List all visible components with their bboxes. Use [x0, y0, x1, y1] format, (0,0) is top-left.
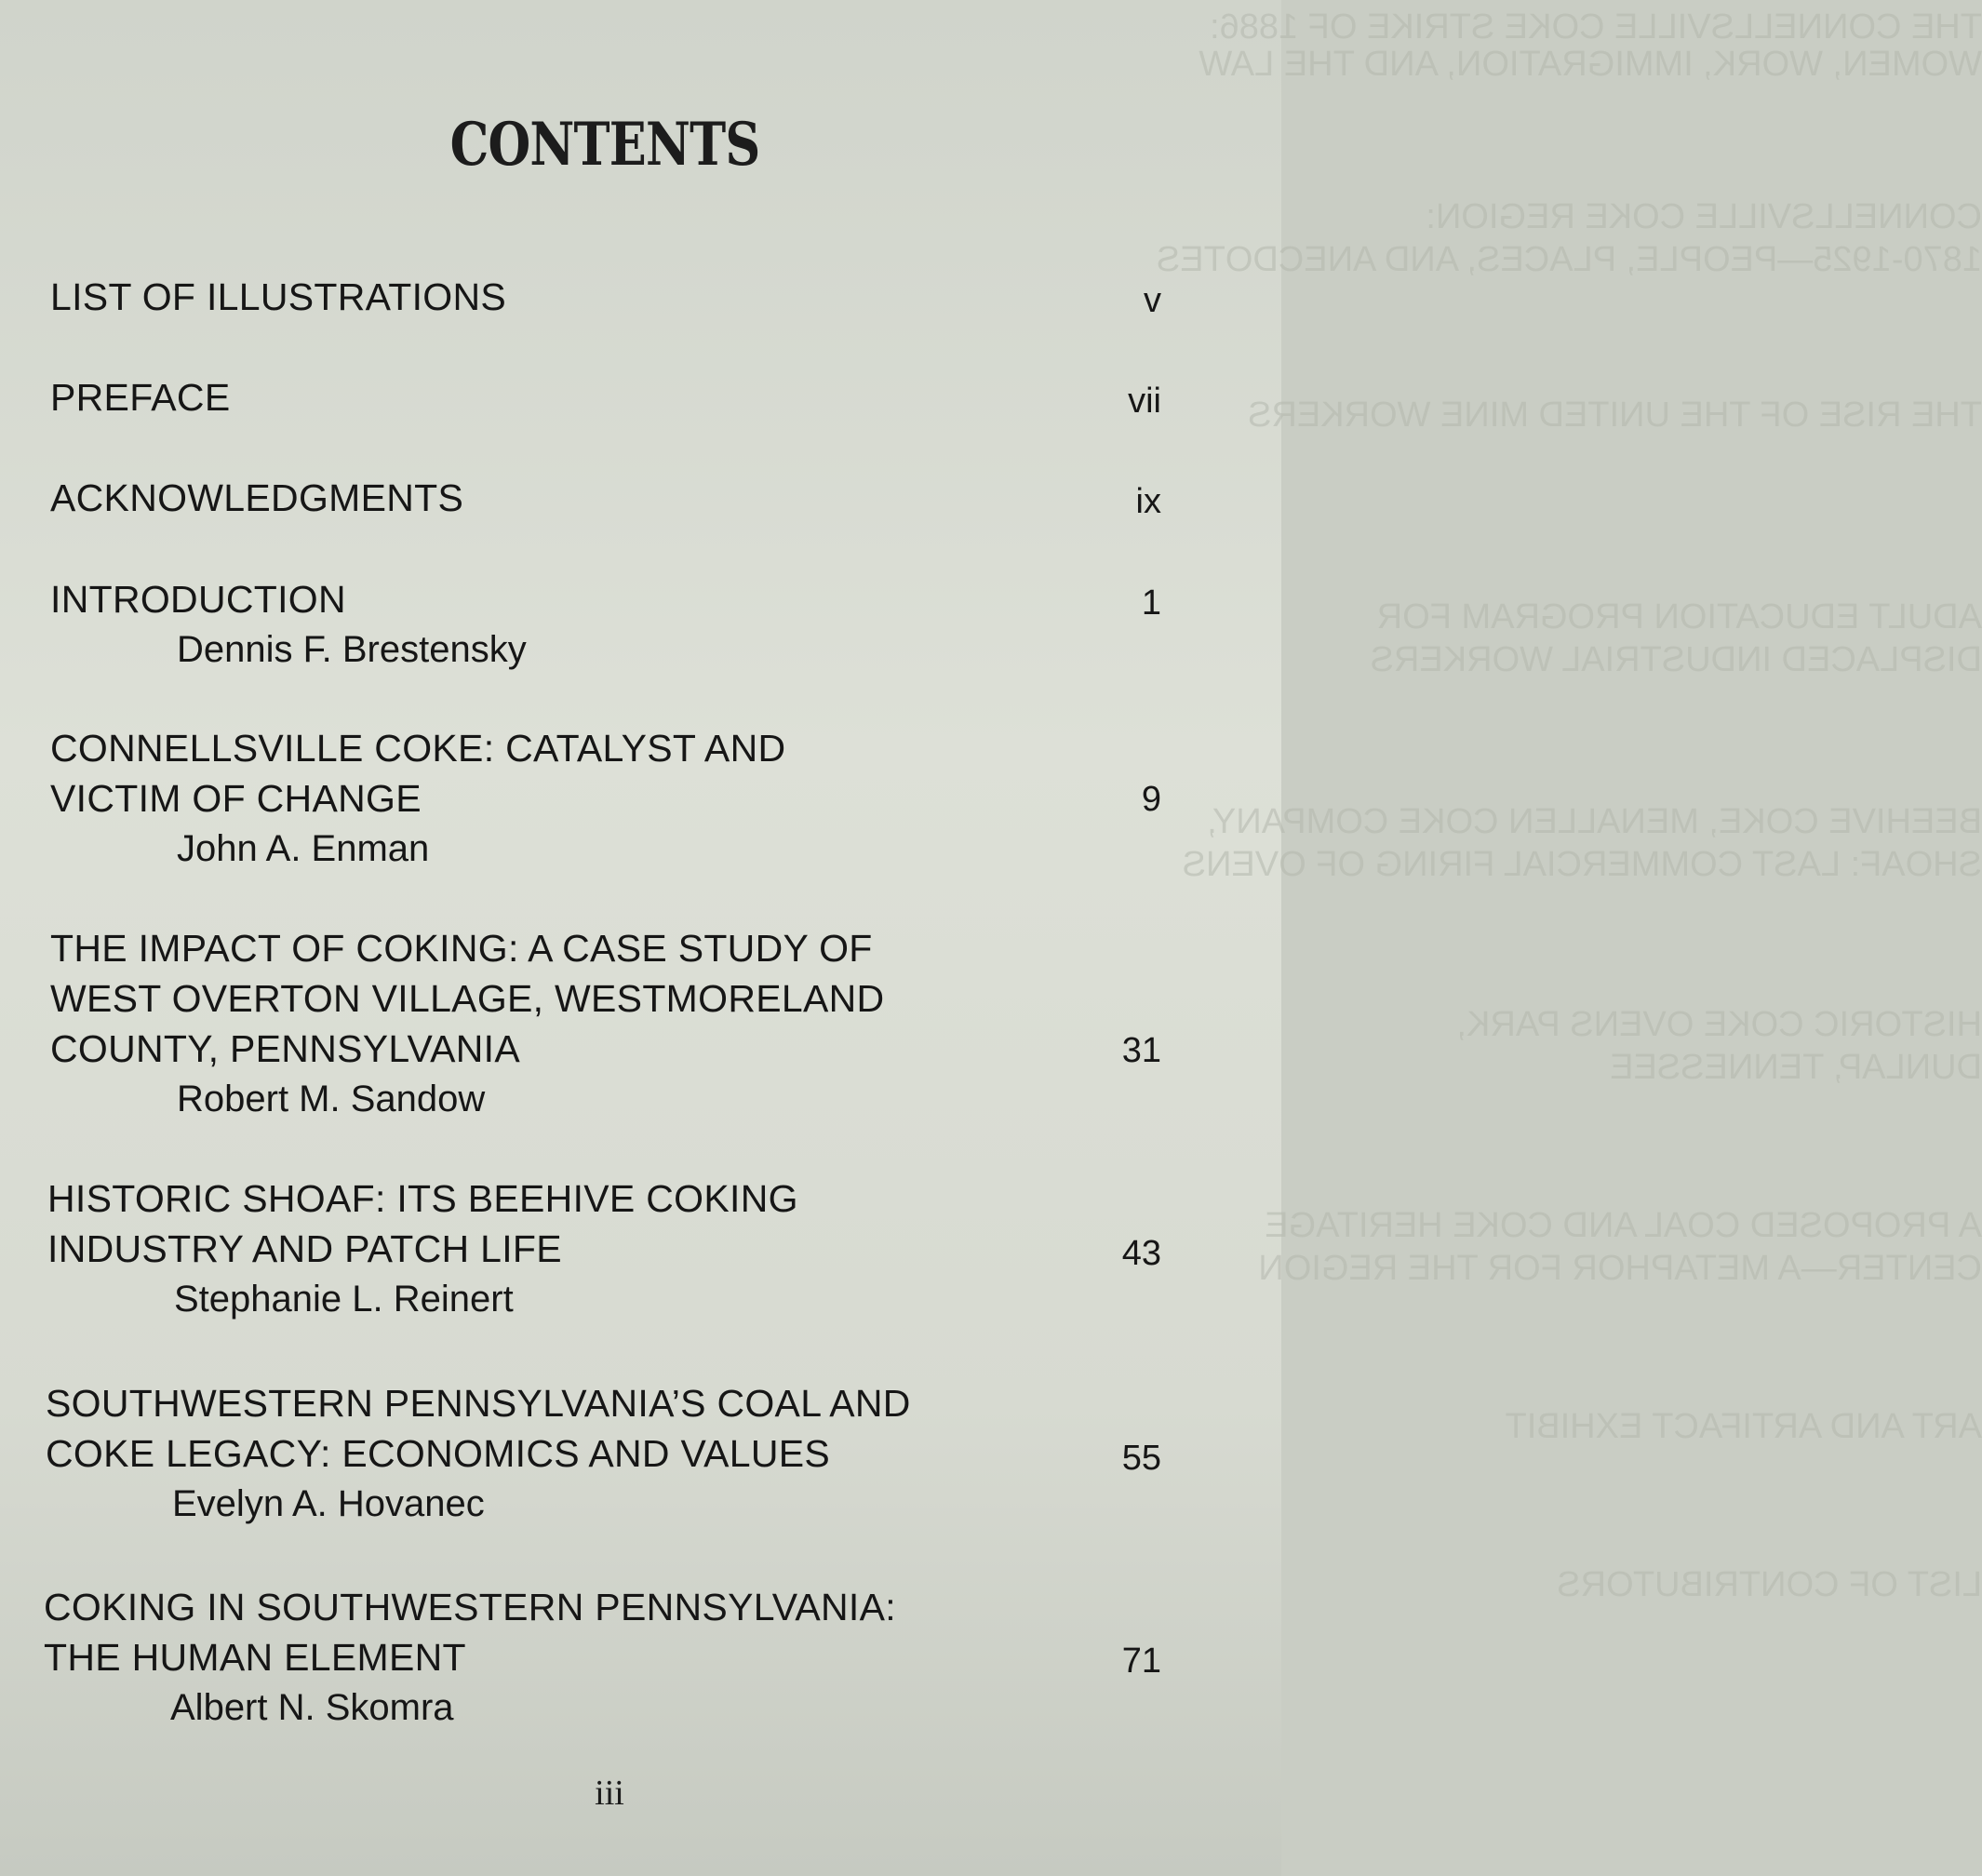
toc-entry-title: HISTORIC SHOAF: ITS BEEHIVE COKING	[47, 1177, 798, 1220]
toc-page-number: 55	[1121, 1439, 1161, 1478]
toc-page-number: vii	[1128, 382, 1161, 421]
show-through-text: THE CONNELLSVILLE COKE STRIKE OF 1886:	[1210, 7, 1982, 47]
toc-page-number: v	[1144, 281, 1161, 320]
toc-entry-coking-human-element	[44, 1582, 896, 1733]
toc-entry-impact-of-coking	[50, 923, 884, 1124]
toc-entry-author: Evelyn A. Hovanec	[172, 1483, 485, 1524]
toc-entry-title: LIST OF ILLUSTRATIONS	[50, 275, 507, 318]
toc-entry-title: THE IMPACT OF COKING: A CASE STUDY OF	[50, 927, 873, 970]
show-through-text: CENTER—A METAPHOR FOR THE REGION	[1258, 1249, 1982, 1288]
page-folio: iii	[595, 1774, 624, 1813]
toc-page-number: 43	[1121, 1234, 1161, 1273]
toc-entry-author: Stephanie L. Reinert	[174, 1279, 514, 1320]
toc-entry-title: WEST OVERTON VILLAGE, WESTMORELAND	[50, 977, 885, 1020]
toc-page-number: 9	[1141, 780, 1161, 819]
show-through-text: DUNLAP, TENNESSEE	[1610, 1048, 1982, 1087]
show-through-text: A PROPOSED COAL AND COKE HERITAGE	[1265, 1206, 1982, 1245]
toc-entry-connellsville-coke	[50, 723, 785, 874]
toc-entry-title: VICTIM OF CHANGE	[50, 777, 422, 820]
show-through-text: ART AND ARTIFACT EXHIBIT	[1505, 1407, 1982, 1446]
show-through-text: DISPLACED INDUSTRIAL WORKERS	[1370, 640, 1982, 679]
toc-entry-title: SOUTHWESTERN PENNSYLVANIA’S COAL AND	[46, 1382, 911, 1425]
show-through-text: THE RISE OF THE UNITED MINE WORKERS	[1248, 395, 1982, 435]
toc-entry-title: THE HUMAN ELEMENT	[44, 1636, 466, 1679]
page-title: CONTENTS	[449, 110, 760, 180]
show-through-text: 1870-1925—PEOPLE, PLACES, AND ANECDOTES	[1156, 240, 1982, 279]
toc-entry-title: ACKNOWLEDGMENTS	[50, 476, 464, 519]
show-through-text: WOMEN, WORK, IMMIGRATION, AND THE LAW	[1199, 45, 1982, 84]
toc-page-number: 71	[1121, 1642, 1161, 1681]
toc-page-number: 1	[1141, 583, 1161, 623]
toc-entry-title: PREFACE	[50, 376, 231, 419]
toc-entry-title: COKING IN SOUTHWESTERN PENNSYLVANIA:	[44, 1586, 896, 1628]
toc-entry-preface	[50, 372, 231, 422]
toc-entry-author: John A. Enman	[177, 828, 430, 869]
toc-entry-title: INDUSTRY AND PATCH LIFE	[47, 1227, 562, 1270]
toc-entry-southwestern-legacy	[46, 1378, 911, 1529]
show-through-text: CONNELLSVILLE COKE REGION:	[1426, 197, 1982, 236]
show-through-text: SHOAF: LAST COMMERCIAL FIRING OF OVENS	[1182, 845, 1982, 884]
toc-entry-list-of-illustrations	[50, 272, 506, 322]
toc-entry-author: Robert M. Sandow	[177, 1079, 486, 1119]
toc-entry-title: INTRODUCTION	[50, 578, 346, 621]
toc-entry-title: CONNELLSVILLE COKE: CATALYST AND	[50, 727, 786, 770]
toc-entry-introduction	[50, 574, 527, 675]
show-through-text: BEEHIVE COKE, MENALLEN COKE COMPANY,	[1207, 802, 1982, 841]
show-through-text: ADULT EDUCATION PROGRAM FOR	[1376, 597, 1982, 636]
toc-entry-author: Dennis F. Brestensky	[177, 629, 527, 670]
toc-page-number: 31	[1121, 1031, 1161, 1070]
toc-entry-author: Albert N. Skomra	[170, 1687, 454, 1728]
show-through-text: HISTORIC COKE OVENS PARK,	[1456, 1005, 1982, 1044]
show-through-text: LIST OF CONTRIBUTORS	[1557, 1565, 1982, 1604]
toc-entry-historic-shoaf	[47, 1173, 798, 1324]
toc-entry-acknowledgments	[50, 473, 463, 523]
toc-entry-title: COKE LEGACY: ECONOMICS AND VALUES	[46, 1432, 831, 1475]
toc-page-number: ix	[1135, 482, 1161, 521]
toc-entry-title: COUNTY, PENNSYLVANIA	[50, 1027, 520, 1070]
